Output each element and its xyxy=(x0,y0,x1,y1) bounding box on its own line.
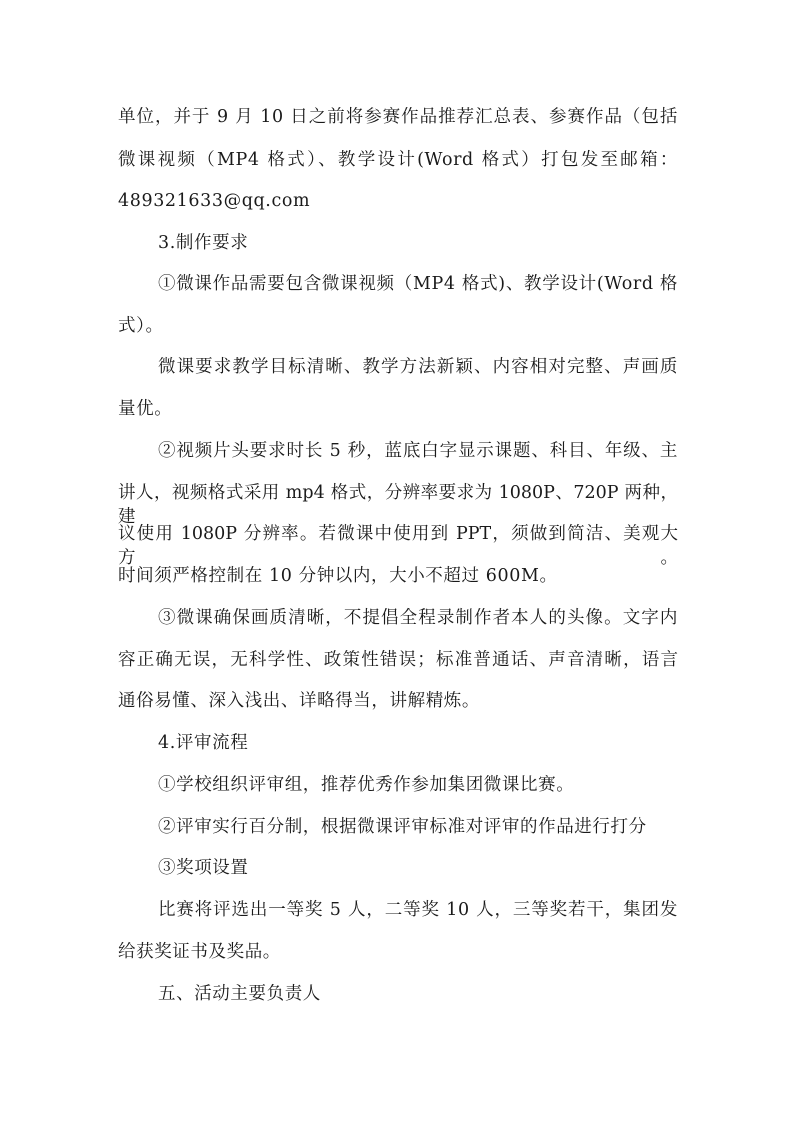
text-line: 式）。 xyxy=(118,316,164,336)
text-line: ②视频片头要求时长 5 秒，蓝底白字显示课题、科目、年级、主 xyxy=(158,441,678,461)
text-line: 单位，并于 9 月 10 日之前将参赛作品推荐汇总表、参赛作品（包括 xyxy=(118,107,678,127)
text-line: 时间须严格控制在 10 分钟以内，大小不超过 600M。 xyxy=(118,566,558,586)
text-line: 容正确无误，无科学性、政策性错误；标准普通话、声音清晰，语言 xyxy=(118,650,678,670)
subsection-heading: ③奖项设置 xyxy=(158,858,249,878)
text-line: 议使用 1080P 分辨率。若微课中使用到 PPT，须做到简洁、美观大方。 xyxy=(118,524,678,568)
text-line: ①学校组织评审组，推荐优秀作参加集团微课比赛。 xyxy=(158,775,575,795)
text-line: 量优。 xyxy=(118,399,173,419)
section-heading: 五、活动主要负责人 xyxy=(158,984,321,1004)
text-line: 微课视频（MP4 格式）、教学设计(Word 格式）打包发至邮箱： xyxy=(118,150,678,170)
text-line: 给获奖证书及奖品。 xyxy=(118,942,281,962)
text-line: 讲人，视频格式采用 mp4 格式，分辨率要求为 1080P、720P 两种，建 xyxy=(118,483,678,527)
section-heading: 4.评审流程 xyxy=(158,733,249,753)
text-line: ③微课确保画质清晰，不提倡全程录制作者本人的头像。文字内 xyxy=(158,608,678,628)
text-line: 比赛将评选出一等奖 5 人，二等奖 10 人，三等奖若干，集团发 xyxy=(158,900,678,920)
email-address: 489321633@qq.com xyxy=(118,191,311,211)
text-line: ①微课作品需要包含微课视频（MP4 格式)、教学设计(Word 格 xyxy=(158,274,678,294)
section-heading: 3.制作要求 xyxy=(158,233,249,253)
text-line: 通俗易懂、深入浅出、详略得当，讲解精炼。 xyxy=(118,691,480,711)
text-line: 微课要求教学目标清晰、教学方法新颖、内容相对完整、声画质 xyxy=(158,357,678,377)
text-line: ②评审实行百分制，根据微课评审标准对评审的作品进行打分 xyxy=(158,817,647,837)
